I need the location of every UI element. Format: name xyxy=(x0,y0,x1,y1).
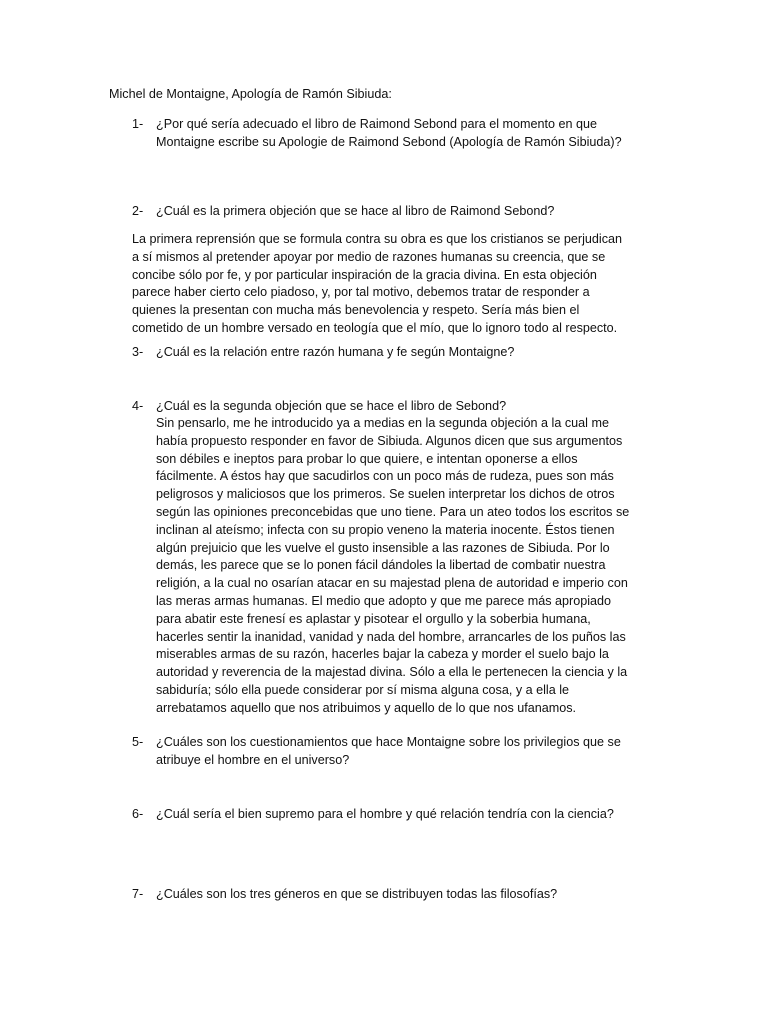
answer-2-paragraph: La primera reprensión que se formula contra su obra es que los cristianos se perjudican a sí mismos al pretender apoyar por medio de razones humanas su creencia, que se concibe sólo por fe, y por particular inspiración de la gracia divina. En esta objeción parece haber cierto celo piadoso, y, por tal motivo, debemos tratar de responder a quienes la presentan con mucha más benevolencia y respeto. Sería más bien el cometido de un hombre versado en teología que el mío, que lo ignoro todo al respecto. xyxy=(132,232,623,335)
question-text: ¿Cuál sería el bien supremo para el hombre y qué relación tendría con la ciencia? xyxy=(156,807,614,821)
question-text: ¿Cuáles son los cuestionamientos que hace Montaigne sobre los privilegios que se atribuye el hombre en el universo? xyxy=(156,735,621,767)
question-number: 3- xyxy=(132,345,144,359)
question-number: 2- xyxy=(132,204,144,218)
question-text: ¿Cuál es la relación entre razón humana y fe según Montaigne? xyxy=(156,345,515,359)
question-number: 5- xyxy=(132,735,144,749)
question-number: 7- xyxy=(132,887,144,901)
question-text: ¿Cuáles son los tres géneros en que se distribuyen todas las filosofías? xyxy=(156,887,558,901)
question-number: 4- xyxy=(132,399,144,413)
answer-4-paragraph: Sin pensarlo, me he introducido ya a medias en la segunda objeción a la cual me había propuesto responder en favor de Sibiuda. Algunos dicen que sus argumentos son débiles e ineptos para probar lo que quiere, e intentan oponerse a ellos fácilmente. A éstos hay que sacudirlos con un poco más de rudeza, pues son más peligrosos y maliciosos que los primeros. Se suelen interpretar los dichos de otros según las opiniones preconcebidas que uno tiene. Para un ateo todos los escritos se inclinan al ateísmo; infecta con su propio veneno la materia inocente. Éstos tienen algún prejuicio que les vuelve el gusto insensible a las razones de Sibiuda. Por lo demás, les parece que se lo ponen fácil dándoles la libertad de combatir nuestra religión, a la cual no osarían atacar en su majestad plena de autoridad e imperio con las meras armas humanas. El medio que adopto y que me parece más apropiado para abatir este frenesí es aplastar y pisotear el orgullo y la soberbia humana, hacerles sentir la inanidad, vanidad y nada del hombre, arrancarles de los puños las miserables armas de su razón, hacerles bajar la cabeza y morder el suelo bajo la autoridad y reverencia de la majestad divina. Sólo a ella le pertenecen la ciencia y la sabiduría; sólo ella puede considerar por sí misma alguna cosa, y a ella le arrebatamos aquello que nos atribuimos y aquello de lo que nos ufanamos. xyxy=(156,416,630,715)
question-number: 6- xyxy=(132,807,144,821)
question-text: ¿Cuál es la primera objeción que se hace al libro de Raimond Sebond? xyxy=(156,204,555,218)
question-text: ¿Cuál es la segunda objeción que se hace el libro de Sebond? xyxy=(156,399,507,413)
document-title: Michel de Montaigne, Apología de Ramón Sibiuda: xyxy=(109,87,392,101)
question-text: ¿Por qué sería adecuado el libro de Raimond Sebond para el momento en que Montaigne escribe su Apologie de Raimond Sebond (Apología de Ramón Sibiuda)? xyxy=(156,117,622,149)
question-number: 1- xyxy=(132,117,144,131)
